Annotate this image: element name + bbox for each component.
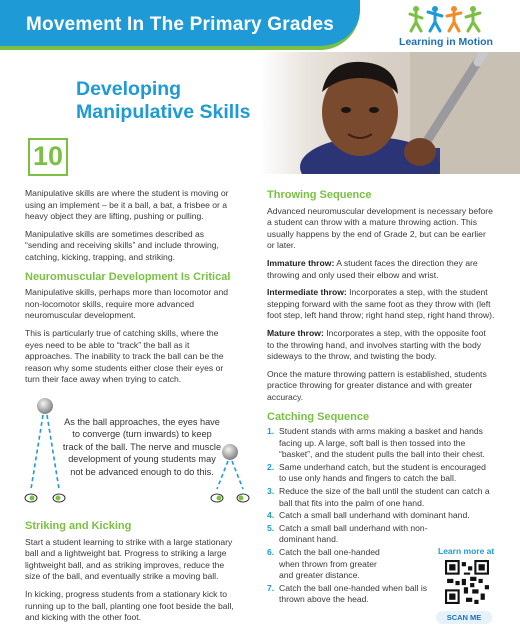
scan-me-badge[interactable]: SCAN ME xyxy=(436,611,492,624)
throwing-intro: Advanced neuromuscular development is necessary before a student can throw with a mature throwing action. This usually happens by the end of Grade 2, but can be earlier or later. xyxy=(267,205,493,251)
intro-paragraph: Manipulative skills are sometimes described as “sending and receiving skills” and include throwing, catching, kicking, trapping, and striking. xyxy=(25,228,219,262)
dancing-figures-icon xyxy=(408,4,488,34)
lesson-number: 10 xyxy=(32,141,64,171)
right-column xyxy=(267,190,495,607)
list-item: 1. Student stands with arms making a basket and hands facing up. A large, soft ball is then tossed into the “basket”, and the student pulls the ball into their chest. xyxy=(267,426,485,460)
throw-stage xyxy=(267,258,495,281)
header-banner xyxy=(0,0,360,50)
lesson-title: Developing Manipulative Skills xyxy=(76,78,251,123)
neuro-paragraph: This is particularly true of catching skills, where the eyes need to be able to “track” the ball as it approaches. The inability to track the ball can be the reason why some students either close their eyes or turn their face away when trying to catch. xyxy=(25,327,224,385)
striking-paragraph: Start a student learning to strike with a large stationary ball and a lightweight bat. Progress to striking a large lightweight ball, and as striking improves, reduce the size of the ball, and eventually strike a moving ball. xyxy=(25,536,233,582)
neuromuscular-heading: Neuromuscular Development Is Critical xyxy=(25,270,231,283)
stage-label: Mature throw: xyxy=(267,327,324,338)
throwing-heading: Throwing Sequence xyxy=(267,189,372,201)
striking-section xyxy=(25,521,237,630)
lesson-number-box xyxy=(28,138,68,176)
list-item: 3. Reduce the size of the ball until the student can catch a ball that fits into the palm of one hand. xyxy=(267,486,490,508)
page-title: Movement In The Primary Grades xyxy=(26,14,334,35)
logo-text: Learning in Motion xyxy=(399,36,493,48)
catching-heading: Catching Sequence xyxy=(267,410,370,423)
throw-stage xyxy=(267,328,495,363)
stage-label: Immature throw: xyxy=(267,257,335,268)
stage-text: Incorporates a step, with the student stepping forward with the same foot as they throw with (left foot step, left hand throw; right hand step, right hand throw). xyxy=(267,287,495,321)
kicking-paragraph: In kicking, progress students from a stationary kick to running up to the ball, planting one foot beside the ball, and kicking with the other foot. xyxy=(25,588,234,623)
list-item: 4. Catch a small ball underhand with dominant hand. xyxy=(267,510,470,521)
list-item: 6. Catch the ball one-handed when thrown from greater and greater distance. xyxy=(267,547,380,581)
stage-label: Intermediate throw: xyxy=(267,287,347,298)
throw-stage xyxy=(267,287,495,322)
throwing-outro: Once the mature throwing pattern is established, students practice throwing for greater distance and with greater accuracy. xyxy=(267,368,487,402)
list-item: 2. Same underhand catch, but the student is encouraged to use only hands and fingers to catch the ball. xyxy=(267,461,486,484)
stage-text: Incorporates a step, with the opposite foot to the throwing hand, and involves starting with the body sideways to the throw, and twisting the body. xyxy=(267,327,486,362)
list-item: 5. Catch a small ball underhand with non-dominant hand. xyxy=(267,522,428,545)
learn-more-label: Learn more at xyxy=(438,546,495,556)
intro-paragraph: Manipulative skills are where the student is moving or using an implement – be it a ball, a bat, a frisbee or a heavy object they are lifting, pushing or pulling. xyxy=(25,188,229,222)
neuro-paragraph: Manipulative skills, perhaps more than locomotor and non-locomotor skills, require more advanced neuromuscular development. xyxy=(25,287,229,321)
striking-heading: Striking and Kicking xyxy=(25,520,132,532)
eye-diagram-caption: As the ball approaches, the eyes have to converge (turn inwards) to keep track of the ball. The nerve and muscle development of young students may not be advanced enough to do this. xyxy=(62,417,222,477)
stage-text: A student faces the direction they are throwing and only used their elbow and wrist. xyxy=(267,257,478,280)
left-column xyxy=(25,188,237,392)
boy-with-bat-photo xyxy=(260,52,520,174)
learning-in-motion-logo xyxy=(392,4,500,52)
list-item: 7. Catch the ball one-handed when ball is thrown above the head. xyxy=(267,582,428,605)
qr-code[interactable] xyxy=(445,560,489,604)
